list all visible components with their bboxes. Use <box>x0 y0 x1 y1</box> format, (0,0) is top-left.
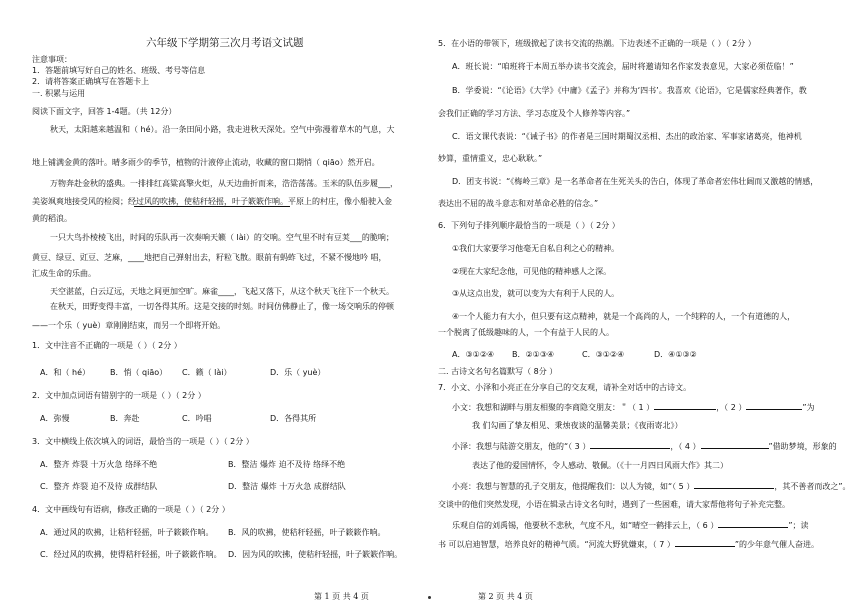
liu-yuxi-line: 乐观自信的刘禹锡，他要秋不悲秋，气度不凡，如“晴空一鹤排云上，（ 6 ） ”；读 <box>452 521 809 530</box>
option-a[interactable]: A．③①②④ <box>452 350 495 359</box>
option-a[interactable]: A．和（ hé） <box>40 368 91 377</box>
passage-line: 天空湛蓝，白云辽远，天地之间更加空旷。麻雀____，飞起又落下，从这个秋天飞往下一个秋天。 <box>50 287 394 296</box>
section-1-heading: 一. 积累与运用 <box>32 89 86 98</box>
option-b-cont: 会我们正确的学习方法、学习态度及个人修养等内容。” <box>438 109 631 118</box>
option-d[interactable]: D．团支书说：“《梅岭三章》是一名革命者在生死关头的告白，体现了革命者宏伟壮阔而又激越的情感， <box>452 177 819 186</box>
option-c[interactable]: C．③①②④ <box>582 350 625 359</box>
blank-5[interactable] <box>694 481 774 489</box>
option-a[interactable]: A．班长说：“咱班将于本周五举办读书交流会，届时将邀请知名作家发表意见，大家必须莅临！” <box>452 62 794 71</box>
question-2: 2．文中加点词语有错别字的一项是（ ）（ 2分 ） <box>32 391 206 400</box>
question-6-options <box>452 349 724 360</box>
note-1: 1．答题前填写好自己的姓名、班级、考号等信息 <box>32 66 206 75</box>
option-b[interactable]: B．风的吹拂，使秸秆轻摇，叶子簌簌作响。 <box>228 528 386 537</box>
option-a[interactable]: A．整齐 炸裂 十万火急 络绎不绝 <box>40 460 158 469</box>
note-2: 2．请将答案正确填写在答题卡上 <box>32 77 150 86</box>
passage-line: 黄豆、绿豆、豇豆、芝麻，____地把自己弹射出去，籽粒飞散。眼前有蚂蚱飞过，不紧不慢地吟 唱， <box>32 253 387 262</box>
option-d[interactable]: D．整洁 爆炸 十万火急 成群结队 <box>228 482 346 491</box>
option-a[interactable]: A．弥慢 <box>40 414 70 423</box>
blank-3[interactable] <box>590 441 670 449</box>
option-d[interactable]: D．因为风的吹拂，使秸秆轻摇，叶子簌簌作响。 <box>228 550 403 559</box>
blank-4[interactable] <box>701 441 769 449</box>
question-7: 7．小文、小泽和小亮正在分享自己的交友观，请补全对话中的古诗文。 <box>438 383 692 392</box>
passage-line: 一只大鸟扑棱棱飞出，时间的乐队再一次奏响天籁（ lài）的交响。空气里不时有豆荚___的脆响； <box>50 233 394 242</box>
underlined-sentence-mark <box>134 206 290 207</box>
question-4: 4．文中画线句有语病，修改正确的一项是（ ）（ 2分 ） <box>32 505 230 514</box>
option-d-cont: 表达出不屈的战斗意志和对革命必胜的信念。” <box>438 199 599 208</box>
option-c-cont: 妙算，重情重义，忠心耿耿。” <box>438 154 543 163</box>
option-c[interactable]: C．整齐 炸裂 迫不及待 成群结队 <box>40 482 158 491</box>
option-b[interactable]: B．学委说：“《论语》《大学》《中庸》《孟子》并称为‘四书’。我喜欢《论语》，它是儒家经典著作，教 <box>452 86 807 95</box>
page-footer: 第 1 页 共 4 页 <box>314 592 369 601</box>
option-c[interactable]: C．经过风的吹拂，使得秸秆轻摇，叶子簌簌作响。 <box>40 550 222 559</box>
exam-title: 六年级下学期第三次月考语文试题 <box>146 37 304 49</box>
option-c[interactable]: C．籁（ lài） <box>182 368 232 377</box>
notes-heading: 注意事项： <box>32 55 72 64</box>
question-3: 3．文中横线上依次填入的词语，最恰当的一项是（ ）（ 2分 ） <box>32 437 254 446</box>
reading-line: 书 可以启迪智慧，培养良好的精神气质。“河流大野犹嫌束，（ 7 ） ”的少年意气催人奋进。 <box>438 540 820 549</box>
passage-line: 黄的稻浪。 <box>32 214 72 223</box>
question-6: 6．下列句子排列顺序最恰当的一项是（ ）（ 2分 ） <box>438 221 620 230</box>
passage-line: 万物奔赴金秋的盛典。一排排红高粱高擎火炬，从天边曲折而来，浩浩荡荡。玉米的队伍步履___， <box>50 179 398 188</box>
blank-1[interactable] <box>654 402 716 410</box>
question-1-options <box>40 367 340 378</box>
passage-line: 地上铺满金黄的落叶。晴多雨少的季节，植物的汁液停止流动，收藏的窗口期悄（ qiāo）然开启。 <box>32 158 380 167</box>
dialogue-xiaowen-cont: 我 们勾画了挚友相见、秉烛夜谈的温馨美景；《夜雨寄北》） <box>472 421 683 430</box>
passage-line: 在秋天，田野变得丰富，一切各得其所。这是交接的时刻。时间仿佛静止了，像一场交响乐的停顿 <box>50 302 394 311</box>
option-c[interactable]: C．吟唱 <box>182 414 212 423</box>
dialogue-xiaoliang: 小亮：我想与智慧的孔子交朋友，他提醒我们：以人为镜，如“（ 5 ） ，其不善者而改之”。 <box>452 482 851 491</box>
sentence-3: ③从这点出发，就可以变为大有利于人民的人。 <box>452 289 620 298</box>
passage-line: ——一个乐（ yuè）章刚刚结束，而另一个即将开始。 <box>32 321 226 330</box>
option-b[interactable]: B．悄（ qiāo） <box>110 368 168 377</box>
option-d[interactable]: D．各得其所 <box>270 414 317 423</box>
passage-line: 美姿飒爽地接受风的检阅；经过风的吹拂，使秸秆轻摇，叶子簌簌作响。平原上的村庄，像小船驶入金 <box>32 197 392 206</box>
blank-7[interactable] <box>675 539 735 547</box>
option-b[interactable]: B．整洁 爆炸 迫不及待 络绎不绝 <box>228 460 346 469</box>
dialogue-xiaoze: 小泽：我想与陆游交朋友，他的“（ 3 ） ，（ 4 ） ”借助梦境，形象的 <box>452 442 837 451</box>
page-footer: 第 2 页 共 4 页 <box>478 592 533 601</box>
passage-line: 汇成生命的乐曲。 <box>32 269 96 278</box>
option-b[interactable]: B．②①③④ <box>512 350 555 359</box>
right-page <box>430 0 860 608</box>
sentence-2: ②现在大家纪念他，可见他的精神感人之深。 <box>452 267 612 276</box>
blank-6[interactable] <box>718 520 788 528</box>
option-b[interactable]: B．奔赴 <box>110 414 140 423</box>
transition-text: 交谈中的他们突然发现，小语在辑录古诗文名句时，遇到了一些困难，请大家帮他将句子补充完整。 <box>438 500 790 509</box>
question-5: 5．在小语的带领下，班级掀起了读书交流的热潮。下边表述不正确的一项是（ ）（ 2分 ） <box>438 39 756 48</box>
option-d[interactable]: D．④①③② <box>654 350 697 359</box>
passage-intro: 阅读下面文字，回答 1-4题。（共 12分） <box>32 107 177 116</box>
sentence-4: ④一个人能力有大小，但只要有这点精神，就是一个高尚的人，一个纯粹的人，一个有道德的人， <box>452 312 796 321</box>
sentence-1: ①我们大家要学习他毫无自私自利之心的精神。 <box>452 244 620 253</box>
dialogue-xiaowen: 小文：我想和湖畔与朋友相聚的李商隐交朋友：＂（ 1 ） ，（ 2 ） ”为 <box>452 403 815 412</box>
section-2-heading: 二. 古诗文名句名篇默写（ 8分 ） <box>438 367 558 376</box>
option-c[interactable]: C．语文课代表说：“《诫子书》的作者是三国时期蜀汉丞相、杰出的政治家、军事家诸葛亮，他神机 <box>452 132 802 141</box>
option-d[interactable]: D．乐（ yuè） <box>270 368 326 377</box>
dialogue-xiaoze-cont: 表达了他的爱国情怀，令人感动、敬佩。（《十一月四日风雨大作》其二） <box>472 461 728 470</box>
passage-line: 秋天，太阳越来越温和（ hé）。沿一条田间小路，我走进秋天深处。空气中弥漫着草木的气息，大 <box>50 125 395 134</box>
sentence-4-cont: 一个脱离了低级趣味的人，一个有益于人民的人。 <box>438 328 614 337</box>
question-1: 1．文中注音不正确的一项是（ ）（ 2分 ） <box>32 341 182 350</box>
question-2-options <box>40 413 360 424</box>
blank-2[interactable] <box>746 402 802 410</box>
option-a[interactable]: A．通过风的吹拂，让秸秆轻摇，叶子簌簌作响。 <box>40 528 214 537</box>
